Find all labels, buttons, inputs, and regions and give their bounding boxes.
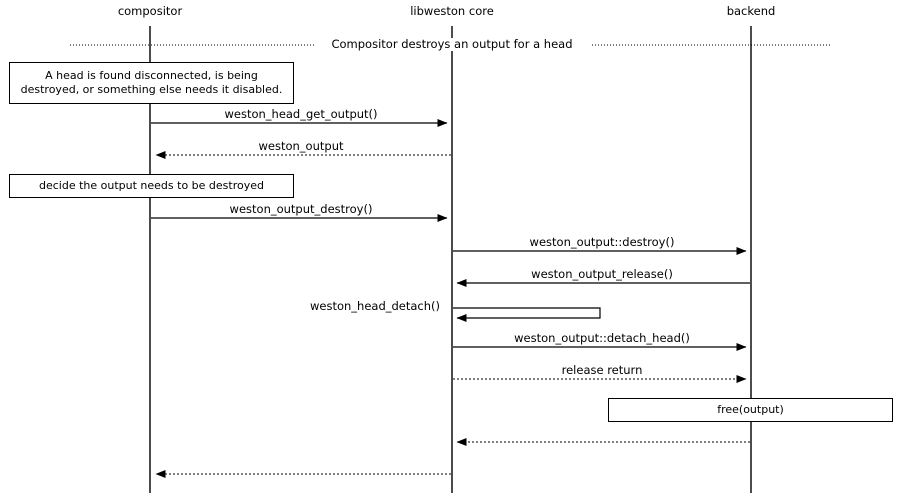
actor-label-libweston-core: libweston core [410, 4, 494, 18]
message-label-weston-output: weston_output [258, 139, 344, 153]
actor-label-backend: backend [726, 4, 776, 18]
message-label-weston-head-get-output: weston_head_get_output() [224, 107, 378, 121]
message-label-weston-output-detach-head: weston_output::detach_head() [514, 331, 690, 345]
message-label-weston-output-destroy-cb: weston_output::destroy() [529, 235, 675, 249]
message-label-weston-head-detach: weston_head_detach() [309, 299, 441, 313]
note-free-output: free(output) [608, 398, 893, 422]
message-label-weston-output-release: weston_output_release() [531, 267, 673, 281]
actor-label-compositor: compositor [117, 4, 183, 18]
separator-title: Compositor destroys an output for a head [326, 38, 577, 51]
message-label-weston-output-destroy: weston_output_destroy() [229, 202, 373, 216]
note-decide-destroy: decide the output needs to be destroyed [9, 174, 294, 198]
note-head-disconnected: A head is found disconnected, is being destroyed, or something else needs it disabled. [9, 62, 294, 104]
message-label-release-return: release return [561, 363, 643, 377]
